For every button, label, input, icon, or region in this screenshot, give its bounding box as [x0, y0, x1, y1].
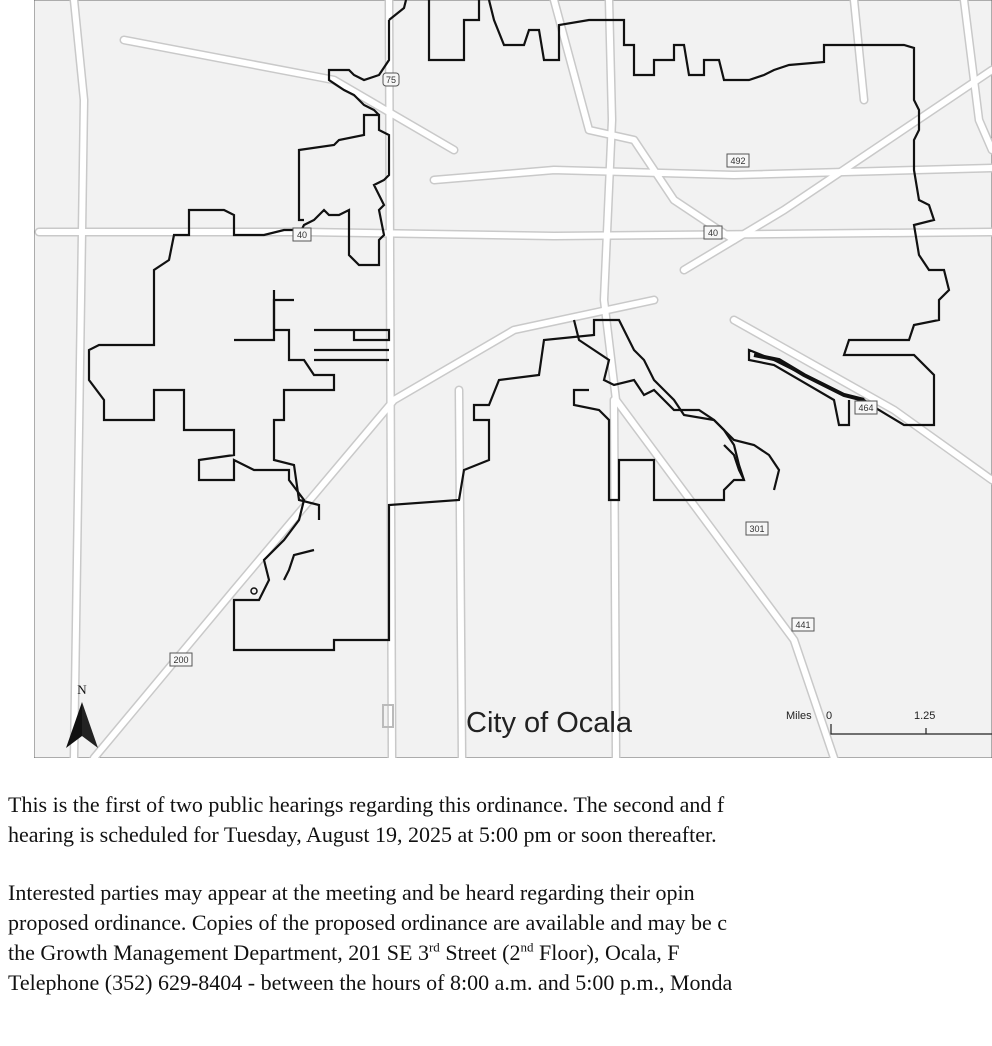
svg-text:464: 464 — [858, 403, 874, 413]
svg-text:40: 40 — [707, 228, 719, 238]
shield-441 — [792, 618, 814, 631]
shield-301 — [746, 522, 768, 535]
shield-464 — [855, 401, 877, 414]
city-map — [34, 0, 992, 758]
shield-40-west — [293, 228, 311, 241]
parties-line-3b: Street (2 — [439, 940, 521, 965]
scale-tick-0: 0 — [826, 710, 833, 722]
hearing-line-2: hearing is scheduled for Tuesday, August 19, 2025 at 5:00 pm or soon thereafter. — [8, 822, 717, 847]
hearing-line-1: This is the first of two public hearings regarding this ordinance. The second and f — [8, 792, 725, 817]
svg-text:200: 200 — [173, 655, 189, 665]
shield-75 — [383, 73, 399, 86]
map-title: City of Ocala — [466, 707, 632, 739]
scale-unit-label: Miles — [786, 710, 812, 722]
shield-200 — [170, 653, 192, 666]
svg-text:492: 492 — [730, 156, 746, 166]
parties-line-3c: Floor), Ocala, F — [533, 940, 680, 965]
hearing-paragraph — [8, 790, 992, 850]
parties-line-1: Interested parties may appear at the meeting and be heard regarding their opin — [8, 880, 695, 905]
parties-line-3a: the Growth Management Department, 201 SE 3 — [8, 940, 429, 965]
ordinal-nd: nd — [520, 939, 534, 955]
svg-text:75: 75 — [385, 75, 397, 85]
interested-parties-paragraph — [8, 878, 992, 998]
shield-40-east — [704, 226, 722, 239]
ordinal-rd: rd — [428, 939, 440, 955]
svg-text:301: 301 — [749, 524, 765, 534]
map-frame — [34, 0, 992, 758]
parties-line-2: proposed ordinance. Copies of the proposed ordinance are available and may be c — [8, 910, 728, 935]
north-label: N — [77, 682, 87, 697]
svg-text:441: 441 — [795, 620, 811, 630]
notice-text — [8, 790, 992, 1026]
scale-tick-1: 1.25 — [914, 710, 936, 722]
shield-492 — [727, 154, 749, 167]
svg-text:40: 40 — [296, 230, 308, 240]
parties-line-4: Telephone (352) 629-8404 - between the hours of 8:00 a.m. and 5:00 p.m., Monda — [8, 970, 733, 995]
